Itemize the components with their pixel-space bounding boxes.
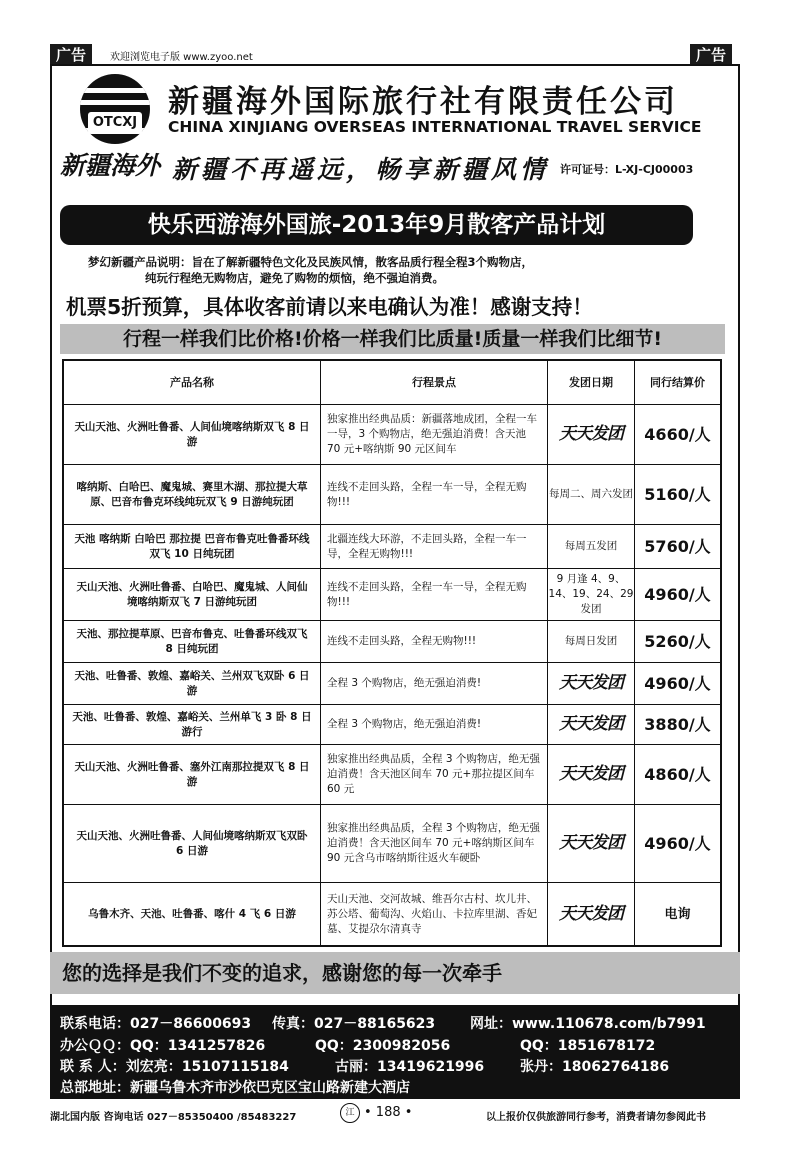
product-name: 喀纳斯、白哈巴、魔鬼城、赛里木湖、那拉提大草原、巴音布鲁克环线纯玩双飞 9 日游纯玩团 [64, 465, 321, 524]
table-row [64, 663, 720, 705]
table-row [64, 525, 720, 569]
product-price: 5260/人 [644, 632, 711, 651]
product-sites: 连线不走回头路，全程一车一导，全程无购物!!! [321, 465, 548, 524]
logo-abbreviation: OTCXJ [88, 112, 142, 134]
product-date: 天天发团 [548, 705, 635, 744]
logo-calligraphy: 新疆海外 [60, 151, 161, 180]
table-row [64, 621, 720, 663]
contact-person-liu: 联 系 人：刘宏亮：15107115184 [60, 1059, 289, 1075]
table-row [64, 805, 720, 883]
product-name: 天池、吐鲁番、敦煌、嘉峪关、兰州双飞双卧 6 日游 [64, 663, 321, 704]
product-date: 天天发团 [548, 745, 635, 804]
license-number: 许可证号：L-XJ-CJ00003 [560, 163, 694, 176]
product-sites: 全程 3 个购物店，绝无强迫消费! [321, 663, 548, 704]
product-name: 天山天池、火洲吐鲁番、塞外江南那拉提双飞 8 日游 [64, 745, 321, 804]
table-row [64, 705, 720, 745]
page-badge: 江 [340, 1103, 360, 1123]
product-date: 9 月逢 4、9、14、19、24、29 发团 [548, 569, 635, 620]
page-title: 快乐西游海外国旅-2013年9月散客产品计划 [60, 205, 693, 245]
header-date: 发团日期 [548, 361, 635, 404]
product-name: 天山天池、火洲吐鲁番、人间仙境喀纳斯双飞 8 日游 [64, 405, 321, 464]
closing-slogan: 您的选择是我们不变的追求，感谢您的每一次牵手 [50, 952, 740, 994]
table-row [64, 883, 720, 945]
product-name: 天池、吐鲁番、敦煌、嘉峪关、兰州单飞 3 卧 8 日游行 [64, 705, 321, 744]
table-row [64, 465, 720, 525]
contact-person-zhang: 张丹：18062764186 [520, 1059, 670, 1075]
ad-label-left: 广告 [50, 44, 92, 66]
page-number: • 188 • [364, 1105, 413, 1120]
hq-address: 总部地址：新疆乌鲁木齐市沙依巴克区宝山路新建大酒店 [60, 1080, 410, 1096]
product-price: 4960/人 [644, 674, 711, 693]
product-date: 每周二、周六发团 [548, 465, 635, 524]
footer-right: 以上报价仅供旅游同行参考，消费者请勿参阅此书 [486, 1112, 706, 1123]
contact-block [50, 1005, 740, 1097]
company-name-cn: 新疆海外国际旅行社有限责任公司 [168, 84, 678, 120]
product-price: 4960/人 [644, 834, 711, 853]
product-price: 4860/人 [644, 765, 711, 784]
website-note: 欢迎浏览电子版 www.zyoo.net [110, 52, 253, 63]
product-sites: 独家推出经典品质：新疆落地成团，全程一车一导，3 个购物店，绝无强迫消费！含天池 70 元+喀纳斯 90 元区间车 [321, 405, 548, 464]
product-date: 天天发团 [548, 883, 635, 945]
product-price: 5760/人 [644, 537, 711, 556]
table-row [64, 569, 720, 621]
table-row [64, 405, 720, 465]
product-name: 天池、那拉提草原、巴音布鲁克、吐鲁番环线双飞 8 日纯玩团 [64, 621, 321, 662]
contact-qq-3: QQ：1851678172 [520, 1038, 656, 1054]
product-sites: 天山天池、交河故城、维吾尔古村、坎儿井、苏公塔、葡萄沟、火焰山、卡拉库里湖、香妃墓、艾提尕尔清真寺 [321, 883, 548, 945]
calligraphy-slogan: 新疆不再遥远，畅享新疆风情 [172, 155, 550, 184]
product-name: 天山天池、火洲吐鲁番、人间仙境喀纳斯双飞双卧 6 日游 [64, 805, 321, 882]
header-price: 同行结算价 [650, 376, 705, 389]
contact-phone: 联系电话：027－86600693 [60, 1016, 252, 1032]
product-name: 乌鲁木齐、天池、吐鲁番、喀什 4 飞 6 日游 [64, 883, 321, 945]
product-price: 电询 [664, 906, 691, 922]
product-price: 4660/人 [644, 425, 711, 444]
product-price: 3880/人 [644, 715, 711, 734]
product-date: 天天发团 [548, 663, 635, 704]
contact-website: 网址：www.110678.com/b7991 [470, 1016, 706, 1032]
product-date: 每周五发团 [548, 525, 635, 568]
product-date: 天天发团 [548, 805, 635, 882]
ad-label-right: 广告 [690, 44, 732, 66]
product-table [62, 359, 722, 947]
product-sites: 连线不走回头路，全程一车一导，全程无购物!!! [321, 569, 548, 620]
table-row [64, 745, 720, 805]
contact-fax: 传真：027－88165623 [272, 1016, 436, 1032]
company-name-en: CHINA XINJIANG OVERSEAS INTERNATIONAL TRAVEL SERVICE [168, 118, 702, 136]
product-sites: 独家推出经典品质，全程 3 个购物店，绝无强迫消费！含天池区间车 70 元+那拉提区间车 60 元 [321, 745, 548, 804]
contact-qq-2: QQ：2300982056 [315, 1038, 451, 1054]
product-sites: 全程 3 个购物店，绝无强迫消费! [321, 705, 548, 744]
product-date: 天天发团 [548, 405, 635, 464]
product-price: 4960/人 [644, 585, 711, 604]
intro-line-2: 纯玩行程绝无购物店，避免了购物的烦恼，绝不强迫消费。 [145, 271, 444, 285]
headline: 机票5折预算，具体收客前请以来电确认为准！感谢支持！ [66, 295, 593, 319]
slogan-bar: 行程一样我们比价格!价格一样我们比质量!质量一样我们比细节! [60, 324, 725, 354]
product-name: 天池 喀纳斯 白哈巴 那拉提 巴音布鲁克吐鲁番环线双飞 10 日纯玩团 [64, 525, 321, 568]
product-price: 5160/人 [644, 485, 711, 504]
product-sites: 连线不走回头路，全程无购物!!! [321, 621, 548, 662]
product-name: 天山天池、火洲吐鲁番、白哈巴、魔鬼城、人间仙境喀纳斯双飞 7 日游纯玩团 [64, 569, 321, 620]
table-header-row [64, 361, 720, 405]
contact-person-gu: 古丽：13419621996 [335, 1059, 485, 1075]
footer-left: 湖北国内版 咨询电话 027－85350400 /85483227 [50, 1112, 297, 1123]
contact-qq-office: 办公ＱＱ：QQ：1341257826 [60, 1038, 266, 1054]
product-date: 每周日发团 [548, 621, 635, 662]
product-sites: 北疆连线大环游，不走回头路，全程一车一导，全程无购物!!! [321, 525, 548, 568]
header-product-name: 产品名称 [64, 361, 321, 404]
product-sites: 独家推出经典品质，全程 3 个购物店，绝无强迫消费！含天池区间车 70 元+喀纳斯区间车 90 元含乌市喀纳斯往返火车硬卧 [321, 805, 548, 882]
header-sites: 行程景点 [321, 361, 548, 404]
intro-line-1: 梦幻新疆产品说明：旨在了解新疆特色文化及民族风情，散客品质行程全程3个购物店， [88, 255, 533, 269]
